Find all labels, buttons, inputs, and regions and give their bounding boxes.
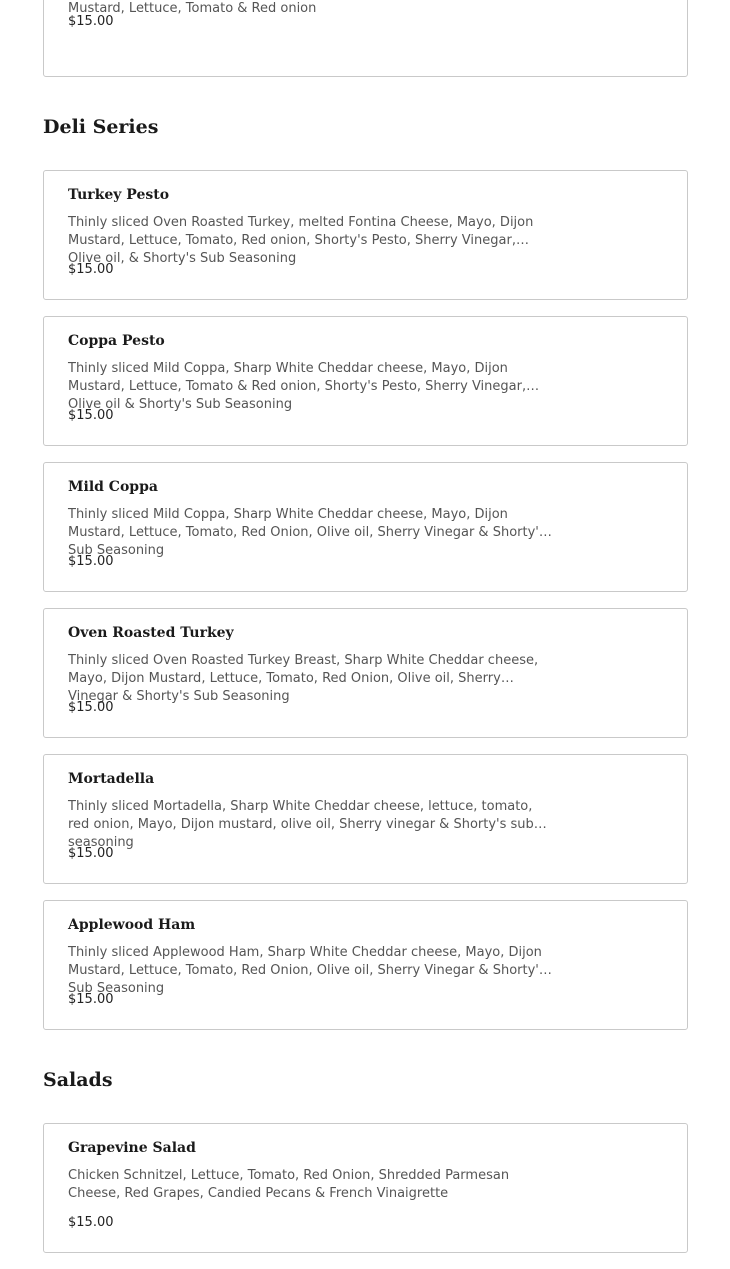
menu-item-price: $15.00 xyxy=(68,1215,114,1230)
menu-item-name: Mild Coppa xyxy=(68,479,158,495)
menu-item-mortadella[interactable] xyxy=(43,754,688,884)
menu-item-oven-roasted-turkey[interactable] xyxy=(43,608,688,738)
menu-item-turkey-pesto[interactable] xyxy=(43,170,688,300)
menu-item-price: $15.00 xyxy=(68,700,114,715)
menu-item-name: Coppa Pesto xyxy=(68,333,165,349)
menu-item-applewood-ham[interactable] xyxy=(43,900,688,1030)
menu-item-description: Chicken Schnitzel, Lettuce, Tomato, Red Onion, Shredded Parmesan Cheese, Red Grapes, Candied Pecans & French Vinaigrette xyxy=(68,1168,510,1201)
menu-item-grapevine-salad[interactable] xyxy=(43,1123,688,1253)
menu-item-coppa-pesto[interactable] xyxy=(43,316,688,446)
menu-item-description: Thinly sliced Mild Coppa, Sharp White Cheddar cheese, Mayo, Dijon Mustard, Lettuce, Tomato, Red Onion, Olive oil, Sherry Vinegar & Shorty's Sub Seasoning xyxy=(68,507,546,558)
menu-item-name: Mortadella xyxy=(68,771,155,787)
menu-item-price: $15.00 xyxy=(68,846,114,861)
menu-item-price: $15.00 xyxy=(68,554,114,569)
menu-item-description: Thinly sliced Mild Coppa, Sharp White Cheddar cheese, Mayo, Dijon Mustard, Lettuce, Tomato & Red onion, Shorty's Pesto, Sherry Vinegar, Olive oil & Shorty's Sub Seasoning xyxy=(68,361,527,412)
menu-list xyxy=(43,0,688,1269)
menu-item-price: $15.00 xyxy=(68,992,114,1007)
menu-item-name: Turkey Pesto xyxy=(68,187,170,203)
menu-item-mild-coppa[interactable] xyxy=(43,462,688,592)
menu-item-description: Thinly sliced Mortadella, Sharp White Cheddar cheese, lettuce, tomato, red onion, Mayo, Dijon mustard, olive oil, Sherry vinegar & Shorty's sub seasoning xyxy=(68,799,534,850)
menu-item-card-partial[interactable]: Mustard, Lettuce, Tomato & Red onion $15.00 xyxy=(43,0,688,77)
menu-item-price: $15.00 xyxy=(68,408,114,423)
section-spacer xyxy=(43,147,688,170)
menu-item-description: Thinly sliced Oven Roasted Turkey, melted Fontina Cheese, Mayo, Dijon Mustard, Lettuce, Tomato, Red onion, Shorty's Pesto, Sherry Vinegar, Olive oil, & Shorty's Sub Seasoning xyxy=(68,215,534,266)
menu-item-description: Thinly sliced Applewood Ham, Sharp White Cheddar cheese, Mayo, Dijon Mustard, Lettuce, Tomato, Red Onion, Olive oil, Sherry Vinegar & Shorty's Sub Seasoning xyxy=(68,945,546,996)
menu-item-description: Thinly sliced Oven Roasted Turkey Breast, Sharp White Cheddar cheese, Mayo, Dijon Mustard, Lettuce, Tomato, Red Onion, Olive oil, Sherry Vinegar & Shorty's Sub Seasoning xyxy=(68,653,539,704)
menu-item-price: $15.00 xyxy=(68,262,114,277)
section-spacer xyxy=(43,1100,688,1123)
section-title-deli-series: Deli Series xyxy=(43,116,159,138)
section-title-salads: Salads xyxy=(43,1069,113,1091)
menu-item-name: Oven Roasted Turkey xyxy=(68,625,234,641)
menu-item-price: $15.00 xyxy=(68,14,114,29)
menu-item-name: Applewood Ham xyxy=(68,917,196,933)
menu-item-name: Grapevine Salad xyxy=(68,1140,196,1156)
